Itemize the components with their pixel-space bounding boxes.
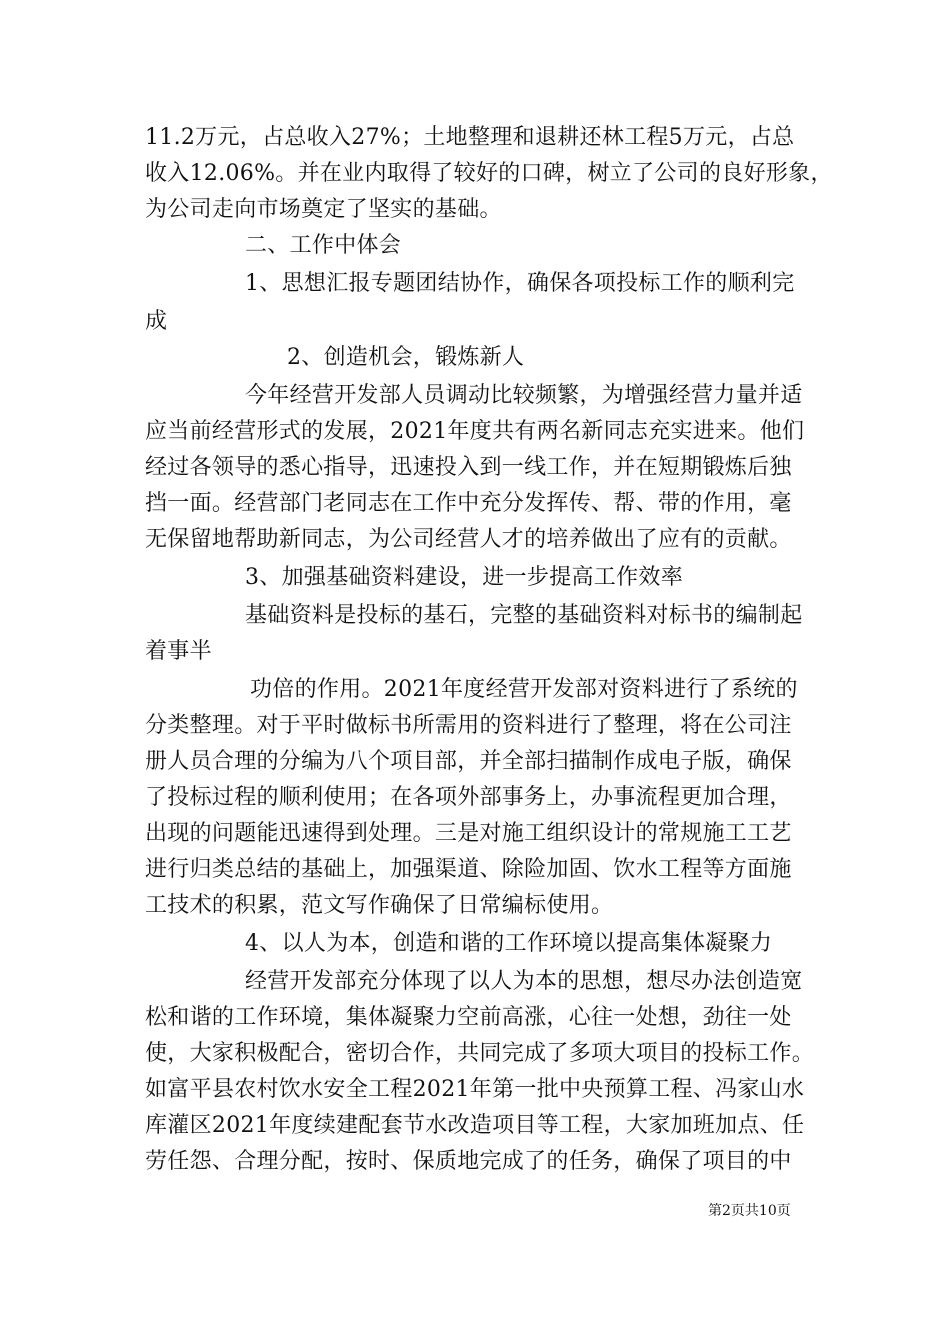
paragraph-line: 进行归类总结的基础上，加强渠道、除险加固、饮水工程等方面施: [145, 857, 792, 882]
paragraph-line: 册人员合理的分编为八个项目部，并全部扫描制作成电子版，确保: [145, 749, 792, 774]
paragraph-line: 如富平县农村饮水安全工程2021年第一批中央预算工程、冯家山水: [145, 1077, 805, 1102]
paragraph-line: 了投标过程的顺利使用；在各项外部事务上，办事流程更加合理，: [145, 785, 792, 810]
paragraph-line: 松和谐的工作环境，集体凝聚力空前高涨，心往一处想，劲往一处: [145, 1005, 792, 1030]
paragraph-line: 无保留地帮助新同志，为公司经营人才的培养做出了应有的贡献。: [145, 527, 792, 552]
paragraph-line: 为公司走向市场奠定了坚实的基础。: [145, 197, 502, 222]
page-number: 第2页共10页: [708, 1203, 791, 1219]
paragraph-line: 工技术的积累，范文写作确保了日常编标使用。: [145, 893, 614, 918]
subsection-heading: 2、创造机会，锻炼新人: [287, 345, 525, 370]
paragraph-line: 着事半: [145, 639, 212, 664]
subsection-heading: 1、思想汇报专题团结协作，确保各项投标工作的顺利完: [245, 271, 795, 296]
paragraph-line: 功倍的作用。2021年度经营开发部对资料进行了系统的: [250, 677, 798, 702]
paragraph-line: 出现的问题能迅速得到处理。三是对施工组织设计的常规施工工艺: [145, 821, 792, 846]
subsection-heading: 3、加强基础资料建设，进一步提高工作效率: [245, 565, 683, 590]
paragraph-line: 应当前经营形式的发展，2021年度共有两名新同志充实进来。他们: [145, 419, 805, 444]
paragraph-line: 基础资料是投标的基石，完整的基础资料对标书的编制起: [245, 603, 803, 628]
paragraph-line: 使，大家积极配合，密切合作，共同完成了多项大项目的投标工作。: [145, 1041, 815, 1066]
paragraph-line: 今年经营开发部人员调动比较频繁，为增强经营力量并适: [245, 383, 803, 408]
subsection-heading: 4、以人为本，创造和谐的工作环境以提高集体凝聚力: [245, 931, 773, 956]
section-heading: 二、工作中体会: [245, 233, 402, 258]
paragraph-line: 经营开发部充分体现了以人为本的思想，想尽办法创造宽: [245, 969, 803, 994]
paragraph-line: 挡一面。经营部门老同志在工作中充分发挥传、帮、带的作用，毫: [145, 491, 792, 516]
paragraph-line: 劳任怨、合理分配，按时、保质地完成了的任务，确保了项目的中: [145, 1149, 792, 1174]
paragraph-line: 库灌区2021年度续建配套节水改造项目等工程，大家加班加点、任: [145, 1113, 805, 1138]
paragraph-line: 收入12.06%。并在业内取得了较好的口碑，树立了公司的良好形象，: [145, 161, 833, 186]
paragraph-line: 11.2万元，占总收入27%；土地整理和退耕还林工程5万元，占总: [145, 125, 795, 150]
paragraph-line: 经过各领导的悉心指导，迅速投入到一线工作，并在短期锻炼后独: [145, 455, 792, 480]
paragraph-line: 分类整理。对于平时做标书所需用的资料进行了整理，将在公司注: [145, 713, 792, 738]
paragraph-line: 成: [145, 309, 168, 334]
